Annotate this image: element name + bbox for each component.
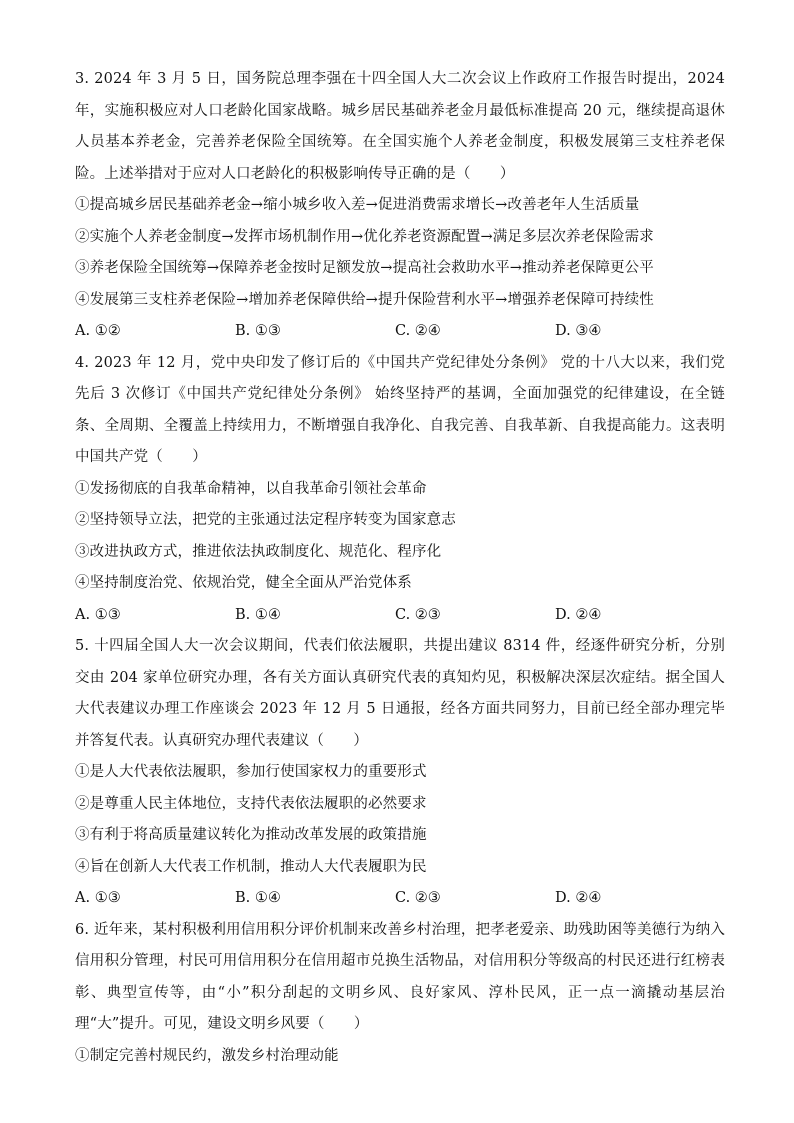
option-item: ②实施个人养老金制度→发挥市场机制作用→优化养老资源配置→满足多层次养老保险需求	[75, 228, 654, 245]
option-item: ②坚持领导立法，把党的主张通过法定程序转变为国家意志	[75, 512, 456, 528]
option-item: ①制定完善村规民约，激发乡村治理动能	[75, 1047, 339, 1064]
answer-choice-c: C. ②④	[395, 323, 441, 339]
answer-choice-b: B. ①④	[235, 606, 281, 623]
answer-choice-b: B. ①③	[235, 323, 281, 339]
answer-choice-d: D. ③④	[555, 323, 602, 339]
option-item: ①发扬彻底的自我革命精神，以自我革命引领社会革命	[75, 480, 427, 497]
option-item: ②是尊重人民主体地位，支持代表依法履职的必然要求	[75, 795, 427, 812]
question-4	[75, 348, 725, 632]
exam-page	[75, 64, 725, 1072]
answer-choice-d: D. ②④	[555, 606, 602, 623]
question-3	[75, 64, 725, 348]
answer-choices	[75, 883, 725, 915]
question-6	[75, 915, 725, 1073]
option-item: ④旨在创新人大代表工作机制，推动人大代表履职为民	[75, 858, 427, 875]
answer-choice-d: D. ②④	[555, 890, 602, 906]
answer-choice-c: C. ②③	[395, 890, 441, 906]
option-item: ④发展第三支柱养老保险→增加养老保障供给→提升保险营利水平→增强养老保障可持续性	[75, 291, 654, 308]
answer-choice-a: A. ①③	[75, 606, 121, 623]
question-5	[75, 631, 725, 915]
answer-choice-b: B. ①④	[235, 890, 281, 906]
answer-choice-c: C. ②③	[395, 606, 441, 623]
option-item: ④坚持制度治党、依规治党，健全全面从严治党体系	[75, 575, 412, 591]
question-stem: 3. 2024 年 3 月 5 日，国务院总理李强在十四全国人大二次会议上作政府工作报告时提出，2024 年，实施积极应对人口老龄化国家战略。城乡居民基础养老金月最低标准提高 20 元，继续提高退休人员基本养老金，完善养老保险全国统筹。在全国实施个人养老金制度，积极发展第三支柱养老保险。上述举措对于应对人口老龄化的积极影响传导正确的是（ ）	[75, 71, 725, 182]
question-stem: 5. 十四届全国人大一次会议期间，代表们依法履职，共提出建议 8314 件，经逐件研究分析，分别交由 204 家单位研究办理，各有关方面认真研究代表的真知灼见，积极解决深层次症结。据全国人大代表建议办理工作座谈会 2023 年 12 月 5 日通报，经各方面共同努力，目前已经全部办理完毕并答复代表。认真研究办理代表建议（ ）	[75, 638, 725, 749]
answer-choice-a: A. ①②	[75, 323, 121, 339]
answer-choices	[75, 316, 725, 348]
option-item: ③养老保险全国统筹→保障养老金按时足额发放→提高社会救助水平→推动养老保障更公平	[75, 260, 654, 276]
question-stem: 4. 2023 年 12 月，党中央印发了修订后的《中国共产党纪律处分条例》 党的十八大以来，我们党先后 3 次修订《中国共产党纪律处分条例》 始终坚持严的基调，全面加强党的纪律建设，在全链条、全周期、全覆盖上持续用力，不断增强自我净化、自我完善、自我革新、自我提高能力。这表明中国共产党（ ）	[75, 354, 725, 465]
option-item: ③有利于将高质量建议转化为推动改革发展的政策措施	[75, 827, 427, 843]
answer-choice-a: A. ①③	[75, 890, 121, 906]
question-stem: 6. 近年来，某村积极利用信用积分评价机制来改善乡村治理，把孝老爱亲、助残助困等美德行为纳入信用积分管理，村民可用信用积分在信用超市兑换生活物品，对信用积分等级高的村民还进行红榜表彰、典型宣传等，由“小”积分刮起的文明乡风、良好家风、淳朴民风，正一点一滴撬动基层治理“大”提升。可见，建设文明乡风要（ ）	[75, 921, 725, 1032]
option-item: ③改进执政方式，推进依法执政制度化、规范化、程序化	[75, 543, 442, 560]
option-item: ①是人大代表依法履职，参加行使国家权力的重要形式	[75, 764, 427, 780]
option-item: ①提高城乡居民基础养老金→缩小城乡收入差→促进消费需求增长→改善老年人生活质量	[75, 197, 640, 213]
answer-choices	[75, 600, 725, 632]
